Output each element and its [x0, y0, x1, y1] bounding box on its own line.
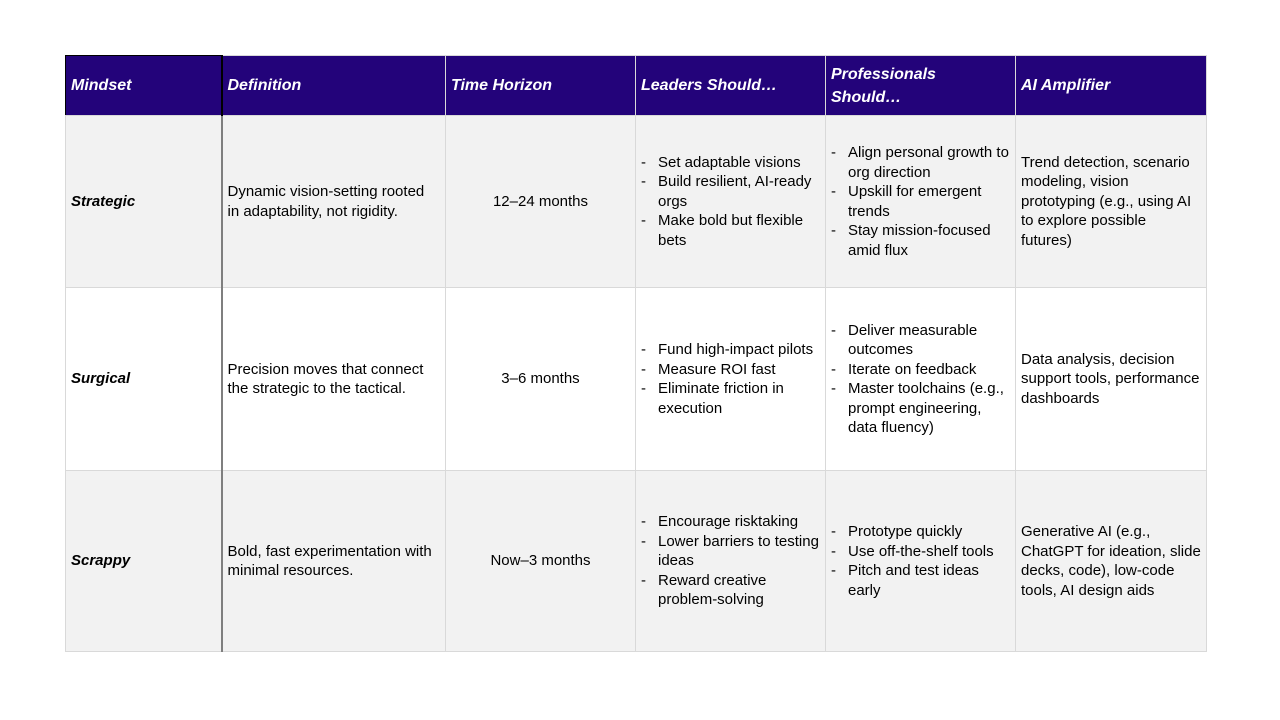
professionals-cell: [826, 288, 1016, 471]
table-row-surgical: [66, 288, 1207, 471]
table-row-strategic: [66, 116, 1207, 288]
list-item: - Upskill for emergent trends: [831, 182, 1010, 221]
leaders-cell: [636, 116, 826, 288]
leaders-cell: [636, 471, 826, 652]
definition-cell: Dynamic vision-setting rooted in adaptability, not rigidity.: [222, 116, 446, 288]
definition-cell: Bold, fast experimentation with minimal resources.: [222, 471, 446, 652]
mindset-table-container: [65, 55, 1206, 652]
list-item: - Pitch and test ideas early: [831, 561, 1010, 600]
list-item: - Make bold but flexible bets: [641, 211, 820, 250]
list-item: - Deliver measurable outcomes: [831, 321, 1010, 360]
professionals-list: [831, 143, 1010, 260]
mindset-cell: Surgical: [66, 288, 222, 471]
list-item: - Reward creative problem-solving: [641, 571, 820, 610]
leaders-cell: [636, 288, 826, 471]
ai-amplifier-cell: Trend detection, scenario modeling, vision prototyping (e.g., using AI to explore possible futures): [1016, 116, 1207, 288]
list-item: - Align personal growth to org direction: [831, 143, 1010, 182]
time-horizon-cell: Now–3 months: [446, 471, 636, 652]
mindset-table: [65, 55, 1207, 652]
header-professionals-should: Professionals Should…: [826, 56, 1016, 116]
professionals-cell: [826, 471, 1016, 652]
professionals-cell: [826, 116, 1016, 288]
list-item: - Encourage risktaking: [641, 512, 820, 532]
list-item: - Prototype quickly: [831, 522, 1010, 542]
list-item: - Build resilient, AI-ready orgs: [641, 172, 820, 211]
header-mindset: Mindset: [66, 56, 222, 116]
definition-cell: Precision moves that connect the strategic to the tactical.: [222, 288, 446, 471]
header-definition: Definition: [222, 56, 446, 116]
leaders-list: [641, 153, 820, 251]
leaders-list: [641, 340, 820, 418]
leaders-list: [641, 512, 820, 610]
header-ai-amplifier: AI Amplifier: [1016, 56, 1207, 116]
header-time-horizon: Time Horizon: [446, 56, 636, 116]
mindset-cell: Strategic: [66, 116, 222, 288]
header-leaders-should: Leaders Should…: [636, 56, 826, 116]
time-horizon-cell: 3–6 months: [446, 288, 636, 471]
list-item: - Use off-the-shelf tools: [831, 542, 1010, 562]
list-item: - Measure ROI fast: [641, 360, 820, 380]
mindset-cell: Scrappy: [66, 471, 222, 652]
ai-amplifier-cell: Generative AI (e.g., ChatGPT for ideation, slide decks, code), low-code tools, AI design aids: [1016, 471, 1207, 652]
table-row-scrappy: [66, 471, 1207, 652]
list-item: - Set adaptable visions: [641, 153, 820, 173]
list-item: - Master toolchains (e.g., prompt engineering, data fluency): [831, 379, 1010, 438]
list-item: - Fund high-impact pilots: [641, 340, 820, 360]
list-item: - Lower barriers to testing ideas: [641, 532, 820, 571]
ai-amplifier-cell: Data analysis, decision support tools, performance dashboards: [1016, 288, 1207, 471]
list-item: - Stay mission-focused amid flux: [831, 221, 1010, 260]
time-horizon-cell: 12–24 months: [446, 116, 636, 288]
list-item: - Iterate on feedback: [831, 360, 1010, 380]
professionals-list: [831, 522, 1010, 600]
professionals-list: [831, 321, 1010, 438]
list-item: - Eliminate friction in execution: [641, 379, 820, 418]
header-row: [66, 56, 1207, 116]
